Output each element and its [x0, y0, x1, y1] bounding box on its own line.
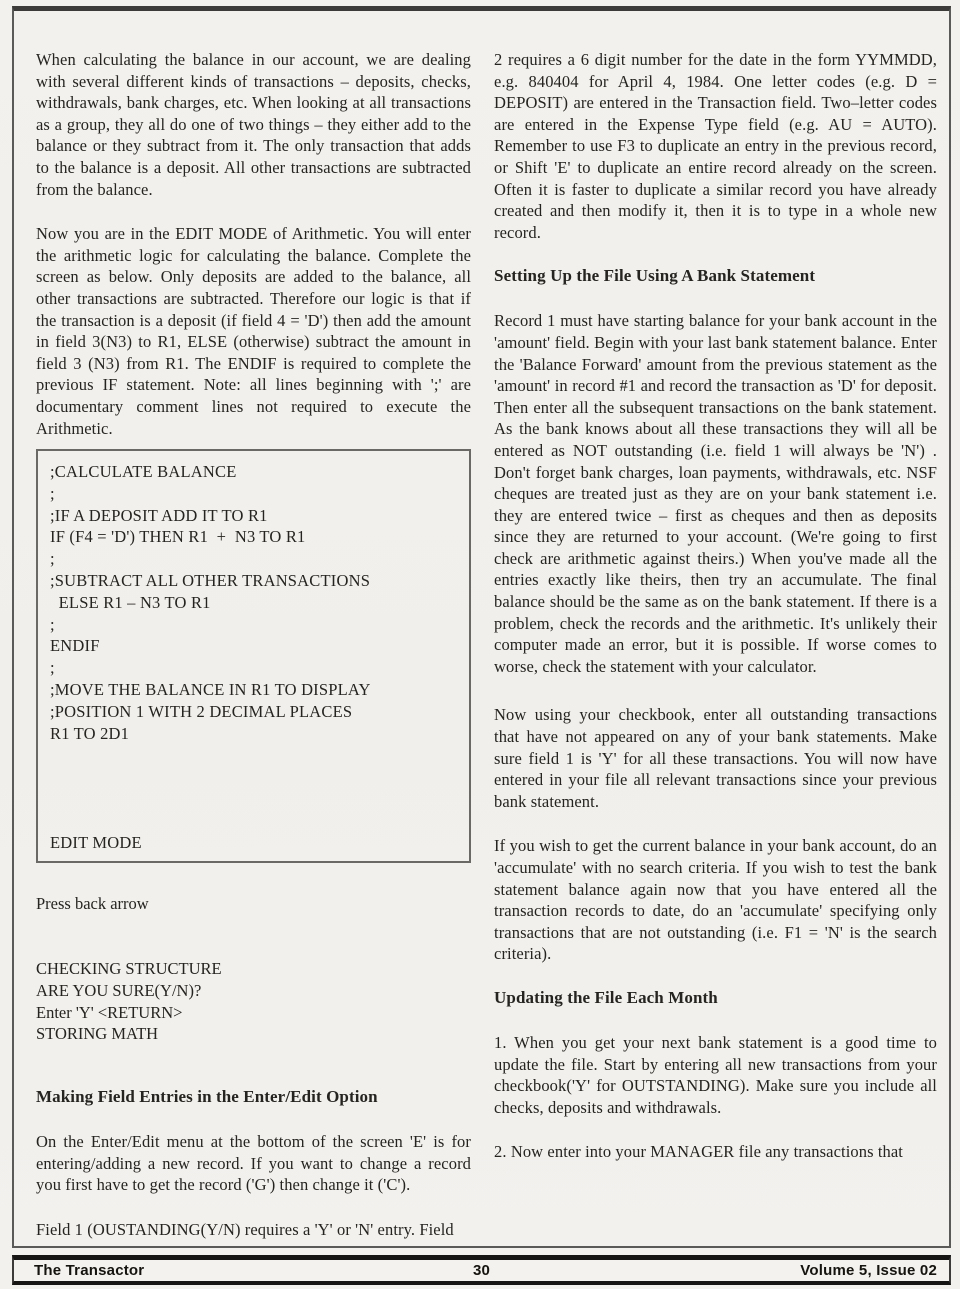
left-column [36, 49, 471, 1246]
footer-volume-issue: Volume 5, Issue 02 [800, 1262, 937, 1279]
page-content-frame [12, 6, 951, 1248]
heading-field-entries: Making Field Entries in the Enter/Edit Option [36, 1087, 378, 1107]
text-line [50, 744, 459, 766]
footer-magazine-title: The Transactor [34, 1262, 145, 1279]
paragraph-field2: 2 requires a 6 digit number for the date in the form YYMMDD, e.g. 840404 for April 4, 1984. One letter codes (e.g. D = DEPOSIT) are entered in the Transaction field. Two–letter codes are entered in the Expense Type field (e.g. AU = AUTO). Remember to use F3 to duplicate an entry in the previous record, or Shift 'E' to duplicate an entire record already on the screen. Often it is faster to duplicate a similar record you have already created and then modify it, then it is to type in a whole new record. [494, 50, 937, 242]
text-line: ELSE R1 – N3 TO R1 [50, 592, 211, 612]
heading-updating-file: Updating the File Each Month [494, 987, 718, 1007]
text-line: CHECKING STRUCTURE [36, 959, 222, 979]
heading-setup-file: Setting Up the File Using A Bank Statement [494, 266, 816, 286]
paragraph-update2: 2. Now enter into your MANAGER file any transactions that [494, 1142, 903, 1162]
text-line: IF (F4 = 'D') THEN R1 + N3 TO R1 [50, 527, 306, 547]
console-output-block [36, 958, 471, 1045]
text-line: ; [50, 614, 55, 634]
paragraph-balance: If you wish to get the current balance in your bank account, do an 'accumulate' with no search criteria. If you wish to test the bank statement balance again now that you have entered all the transaction records to date, do an 'accumulate' specifying only transactions that are not outstanding (i.e. F1 = 'N' is the search criteria). [494, 836, 937, 964]
text-line: ARE YOU SURE(Y/N)? [36, 980, 202, 1000]
text-line: R1 TO 2D1 [50, 723, 130, 743]
paragraph-update1: 1. When you get your next bank statement is a good time to update the file. Start by entering all new transactions from your checkbook('Y' for OUTSTANDING). Make sure you include all checks, deposits and withdrawals. [494, 1032, 937, 1117]
text-line: ENDIF [50, 636, 100, 656]
paragraph-intro: When calculating the balance in our account, we are dealing with several different kinds of transactions – deposits, checks, withdrawals, bank charges, etc. When looking at all transactions as a group, they all do one of two things – they either add to the balance or they subtract from it. The only transaction that adds to the balance is a deposit. All other transactions are subtracted from the balance. [36, 50, 472, 199]
press-back-arrow-line: Press back arrow [36, 894, 149, 914]
paragraph-enter-edit: On the Enter/Edit menu at the bottom of the screen 'E' is for entering/adding a new record. If you want to change a record you first have to get the record ('G') then change it ('C'). [36, 1132, 472, 1195]
footer-page-number: 30 [472, 1262, 491, 1279]
arithmetic-code-box [36, 449, 471, 863]
paragraph-edit-mode: Now you are in the EDIT MODE of Arithmetic. You will enter the arithmetic logic for calculating the balance. Complete the screen as below. Only deposits are added to the balance, all other transactions are subtracted. Therefore our logic is that if the transaction is a deposit (if field 4 = 'D') then add the amount in field 3(N3) to R1, ELSE (otherwise) subtract the amount in field 3 (N3) from R1. The ENDIF is required to complete the previous IF statement. Note: all lines beginning with ';' are documentary comment lines not required to execute the Arithmetic. [36, 224, 472, 438]
text-line: ; [50, 483, 55, 503]
text-line: ;CALCULATE BALANCE [50, 462, 237, 482]
text-line: STORING MATH [36, 1024, 159, 1044]
text-line: EDIT MODE [50, 832, 142, 852]
page-footer-bar [12, 1255, 951, 1285]
paragraph-record1: Record 1 must have starting balance for your bank account in the 'amount' field. Begin with your last bank statement balance. Enter the 'Balance Forward' amount from the previous statement as the 'amount' in record #1 and record the transaction as 'D' for deposit. Then enter all the subsequent transactions on the bank statement. As the bank knows about all these transactions they will all be entered as NOT outstanding (i.e. field 1 will always be 'N') . Don't forget bank charges, loan payments, withdrawals, etc. NSF cheques are treated just as they are on your bank statement i.e. they are entered twice – first as cheques and then as deposits since they are returned to your account. (We're going to first check are arithmetic against theirs.) When you've made all the entries exactly like theirs, then try an accumulate. The final balance should be the same as on the bank statement. If there is a problem, check the records and the arithmetic. It's unlikely their computer made an error, but it is possible. If worse comes to worse, check the statement with your calculator. [494, 311, 937, 676]
text-line: ;MOVE THE BALANCE IN R1 TO DISPLAY [50, 680, 371, 700]
text-line: ; [50, 658, 55, 678]
text-line [50, 788, 459, 810]
text-line: ;IF A DEPOSIT ADD IT TO R1 [50, 505, 268, 525]
text-line: ;SUBTRACT ALL OTHER TRANSACTIONS [50, 571, 371, 591]
text-line: ; [50, 549, 55, 569]
paragraph-field1: Field 1 (OUSTANDING(Y/N) requires a 'Y' or 'N' entry. Field [36, 1220, 454, 1239]
right-column [494, 49, 937, 1246]
text-line: ;POSITION 1 WITH 2 DECIMAL PLACES [50, 701, 353, 721]
paragraph-checkbook: Now using your checkbook, enter all outstanding transactions that have not appeared on any of your bank statements. Make sure field 1 is 'Y' for all these transactions. You will now have entered in your file all relevant transactions since your previous bank statement. [494, 705, 937, 811]
text-line [50, 766, 459, 788]
text-line: Enter 'Y' <RETURN> [36, 1002, 183, 1022]
text-line [50, 810, 459, 832]
